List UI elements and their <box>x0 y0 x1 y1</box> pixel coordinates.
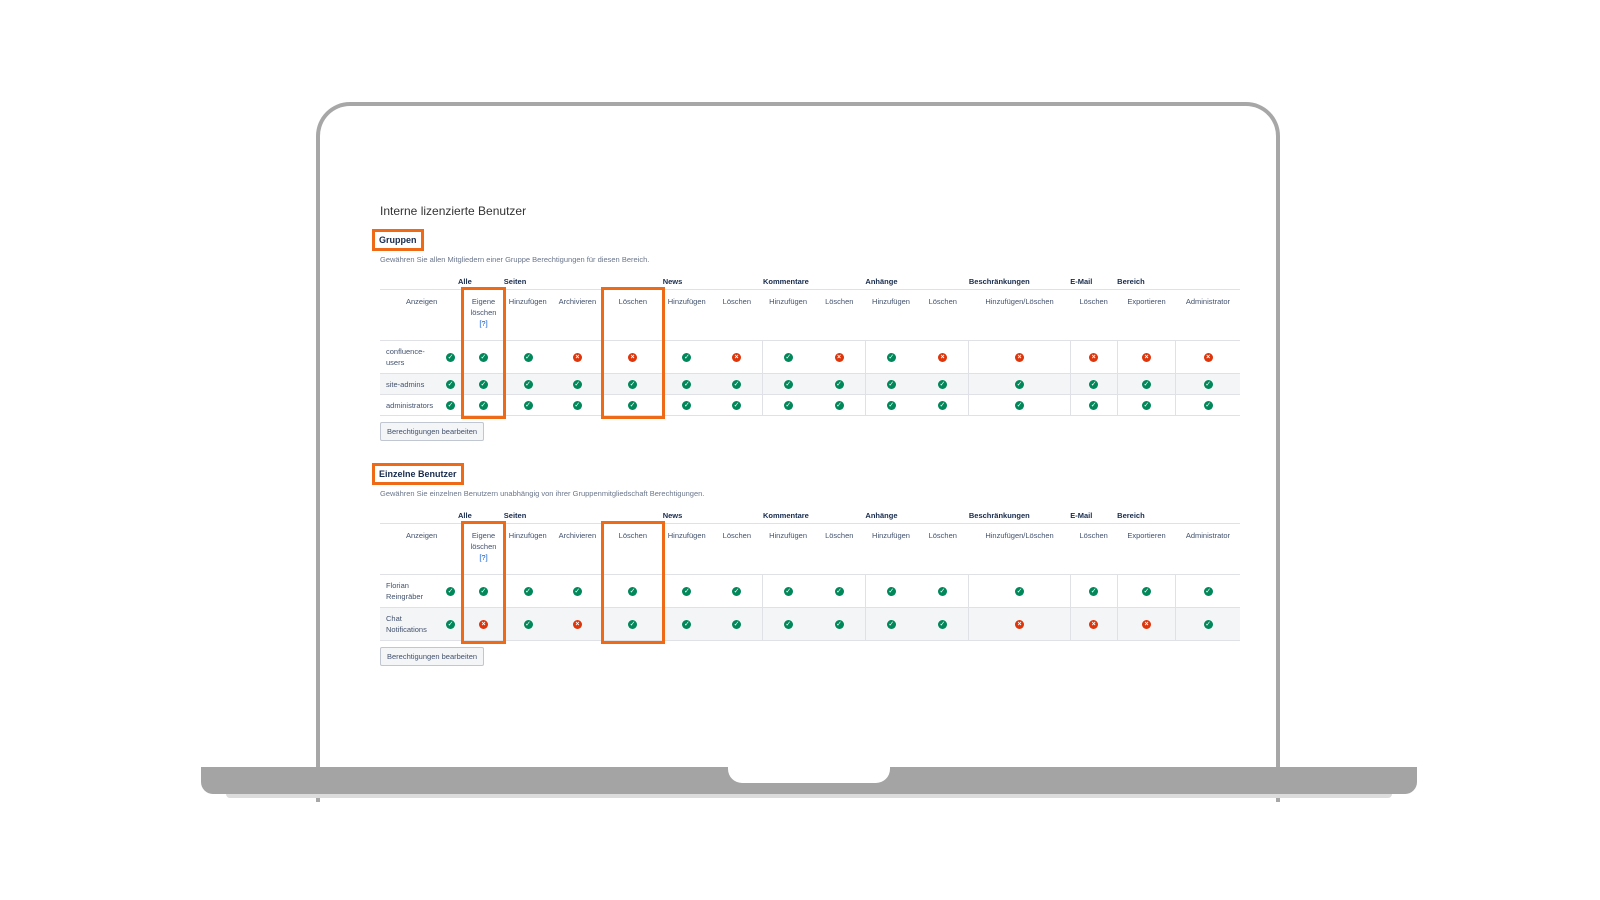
permission-cell <box>865 341 916 374</box>
permission-cell <box>504 575 552 608</box>
permission-cell <box>865 608 916 641</box>
check-circle-icon: ✓ <box>733 620 740 628</box>
users-section <box>380 463 1240 666</box>
check-circle-icon: ✓ <box>939 587 946 595</box>
permission-cell <box>969 395 1070 416</box>
check-circle-icon: ✓ <box>836 401 842 409</box>
permission-cell <box>917 341 969 374</box>
permission-cell <box>603 608 663 641</box>
column-header-label: Eigene löschen <box>470 297 497 317</box>
permission-cell <box>603 575 663 608</box>
row-name: Florian Reingräber <box>386 581 424 601</box>
permission-cell <box>504 341 552 374</box>
cross-circle-icon: × <box>1089 353 1098 362</box>
check-circle-icon: ✓ <box>684 401 690 409</box>
permission-cell <box>504 608 552 641</box>
column-header <box>763 290 813 341</box>
permission-cell <box>763 374 813 395</box>
column-header-label: Exportieren <box>1127 531 1166 540</box>
permission-cell <box>1070 608 1117 641</box>
check-circle-icon: ✓ <box>447 401 454 409</box>
column-header-label: Hinzufügen/Löschen <box>985 297 1054 306</box>
category-header: Seiten <box>503 277 527 286</box>
check-circle-icon: ✓ <box>1143 380 1150 388</box>
column-header <box>663 290 711 341</box>
groups-section <box>380 229 1240 441</box>
users-section-description: Gewähren Sie einzelnen Benutzern unabhängig von ihrer Gruppenmitgliedschaft Berechtigungen. <box>380 489 705 498</box>
column-header <box>1070 524 1117 575</box>
permission-cell <box>969 374 1070 395</box>
permission-cell <box>1176 395 1240 416</box>
permission-cell <box>969 575 1070 608</box>
cross-circle-icon: × <box>1142 620 1151 629</box>
column-header <box>813 290 865 341</box>
category-header: Alle <box>458 277 472 286</box>
column-header <box>763 524 813 575</box>
check-circle-icon: ✓ <box>480 401 487 409</box>
column-header <box>865 290 916 341</box>
table-row <box>380 575 1240 608</box>
check-circle-icon: ✓ <box>836 380 842 388</box>
permission-cell <box>813 608 865 641</box>
check-circle-icon: ✓ <box>447 353 454 361</box>
permission-cell <box>463 608 504 641</box>
cross-circle-icon: × <box>835 353 844 362</box>
groups-edit-permissions-button[interactable]: Berechtigungen bearbeiten <box>380 422 484 441</box>
category-header: Bereich <box>1117 277 1145 286</box>
column-header <box>463 524 504 575</box>
column-header-label: Anzeigen <box>405 297 438 306</box>
check-circle-icon: ✓ <box>525 620 531 628</box>
groups-section-description: Gewähren Sie allen Mitgliedern einer Gruppe Berechtigungen für diesen Bereich. <box>380 255 650 264</box>
category-header: E-Mail <box>1070 277 1093 286</box>
column-header <box>380 290 463 341</box>
column-header-row <box>380 524 1240 575</box>
column-header-label: Hinzufügen <box>872 531 910 540</box>
check-circle-icon: ✓ <box>1143 587 1150 595</box>
check-circle-icon: ✓ <box>1205 587 1212 595</box>
check-circle-icon: ✓ <box>888 353 895 361</box>
permission-cell <box>711 395 763 416</box>
check-circle-icon: ✓ <box>1016 380 1023 388</box>
column-header <box>917 290 969 341</box>
check-circle-icon: ✓ <box>1143 401 1150 409</box>
check-circle-icon: ✓ <box>629 380 636 388</box>
permission-cell <box>463 374 504 395</box>
permission-cell <box>763 395 813 416</box>
check-circle-icon: ✓ <box>1090 380 1097 388</box>
permission-cell <box>552 608 603 641</box>
permission-cell <box>603 395 663 416</box>
permission-cell <box>917 395 969 416</box>
check-circle-icon: ✓ <box>888 380 895 388</box>
category-header: Bereich <box>1117 511 1145 520</box>
column-header <box>552 524 603 575</box>
column-header-label: Löschen <box>1079 297 1108 306</box>
help-link[interactable]: [?] <box>479 553 488 562</box>
column-header-label: Löschen <box>618 297 648 306</box>
row-name: confluence-users <box>386 347 425 367</box>
groups-permissions-table <box>380 275 1240 416</box>
check-circle-icon: ✓ <box>939 401 946 409</box>
laptop-base-shadow <box>226 794 1392 798</box>
column-header-label: Löschen <box>825 531 854 540</box>
column-header-label: Anzeigen <box>405 531 438 540</box>
column-header-label: Eigene löschen <box>470 531 497 551</box>
category-header: Anhänge <box>865 511 898 520</box>
permission-cell <box>1070 395 1117 416</box>
permissions-content <box>380 198 1240 666</box>
column-header <box>380 524 463 575</box>
column-header <box>711 290 763 341</box>
column-header-label: Hinzufügen/Löschen <box>985 531 1054 540</box>
permission-cell <box>1117 608 1176 641</box>
column-header <box>603 524 663 575</box>
check-circle-icon: ✓ <box>888 620 895 628</box>
column-header-label: Löschen <box>928 531 957 540</box>
table-row <box>380 395 1240 416</box>
permission-cell <box>663 608 711 641</box>
check-circle-icon: ✓ <box>574 380 581 388</box>
groups-section-title: Gruppen <box>372 229 424 251</box>
permission-cell <box>552 341 603 374</box>
column-header-label: Löschen <box>1079 531 1108 540</box>
permission-cell <box>463 575 504 608</box>
permission-cell <box>865 374 916 395</box>
check-circle-icon: ✓ <box>836 587 842 595</box>
permission-cell <box>917 608 969 641</box>
check-circle-icon: ✓ <box>1090 587 1097 595</box>
permission-cell <box>813 575 865 608</box>
column-header <box>1176 290 1240 341</box>
check-circle-icon: ✓ <box>684 587 690 595</box>
check-circle-icon: ✓ <box>733 587 740 595</box>
category-header: Alle <box>458 511 472 520</box>
cross-circle-icon: × <box>732 353 741 362</box>
column-header <box>969 524 1070 575</box>
column-header-label: Hinzufügen <box>508 531 547 540</box>
row-name-and-view-cell <box>380 575 463 608</box>
permission-cell <box>969 341 1070 374</box>
permission-cell <box>1117 341 1176 374</box>
cross-circle-icon: × <box>573 620 582 629</box>
permission-cell <box>763 575 813 608</box>
users-section-title: Einzelne Benutzer <box>372 463 464 485</box>
permission-cell <box>813 395 865 416</box>
column-header-label: Archivieren <box>558 297 597 306</box>
check-circle-icon: ✓ <box>574 401 581 409</box>
cross-circle-icon: × <box>573 353 582 362</box>
check-circle-icon: ✓ <box>525 353 531 361</box>
column-header-label: Hinzufügen <box>872 297 910 306</box>
help-link[interactable]: [?] <box>479 319 488 328</box>
check-circle-icon: ✓ <box>888 587 895 595</box>
check-circle-icon: ✓ <box>480 380 487 388</box>
check-circle-icon: ✓ <box>447 620 454 628</box>
column-header <box>917 524 969 575</box>
users-edit-permissions-button[interactable]: Berechtigungen bearbeiten <box>380 647 484 666</box>
permission-cell <box>603 374 663 395</box>
column-header-label: Administrator <box>1185 297 1230 306</box>
check-circle-icon: ✓ <box>785 620 792 628</box>
column-header <box>1117 290 1176 341</box>
table-row <box>380 374 1240 395</box>
check-circle-icon: ✓ <box>684 353 690 361</box>
permission-cell <box>813 374 865 395</box>
column-header <box>1176 524 1240 575</box>
column-header-label: Archivieren <box>558 531 597 540</box>
category-header: Kommentare <box>762 277 809 286</box>
check-circle-icon: ✓ <box>629 587 636 595</box>
column-header <box>813 524 865 575</box>
check-circle-icon: ✓ <box>684 620 690 628</box>
cross-circle-icon: × <box>628 353 637 362</box>
permission-cell <box>663 341 711 374</box>
category-header: Seiten <box>503 511 527 520</box>
check-circle-icon: ✓ <box>447 380 454 388</box>
check-circle-icon: ✓ <box>1205 401 1212 409</box>
permission-cell <box>504 374 552 395</box>
permission-cell <box>865 395 916 416</box>
column-header <box>969 290 1070 341</box>
row-name-and-view-cell <box>380 395 463 416</box>
cross-circle-icon: × <box>479 620 488 629</box>
cross-circle-icon: × <box>1015 620 1024 629</box>
permission-cell <box>763 341 813 374</box>
users-permissions-table <box>380 509 1240 641</box>
column-header-label: Löschen <box>618 531 648 540</box>
check-circle-icon: ✓ <box>939 620 946 628</box>
cross-circle-icon: × <box>938 353 947 362</box>
check-circle-icon: ✓ <box>785 353 792 361</box>
permission-cell <box>1117 575 1176 608</box>
permission-cell <box>711 608 763 641</box>
permission-cell <box>865 575 916 608</box>
column-header <box>552 290 603 341</box>
row-name: administrators <box>386 400 434 410</box>
permission-cell <box>1176 575 1240 608</box>
permission-cell <box>552 575 603 608</box>
check-circle-icon: ✓ <box>733 380 740 388</box>
column-header-label: Löschen <box>825 297 854 306</box>
column-header <box>1117 524 1176 575</box>
check-circle-icon: ✓ <box>684 380 690 388</box>
row-name-and-view-cell <box>380 608 463 641</box>
column-header <box>504 290 552 341</box>
check-circle-icon: ✓ <box>733 401 740 409</box>
category-header: Beschränkungen <box>968 277 1030 286</box>
check-circle-icon: ✓ <box>480 587 487 595</box>
permission-cell <box>1176 374 1240 395</box>
check-circle-icon: ✓ <box>1016 401 1023 409</box>
permission-cell <box>463 341 504 374</box>
column-header-label: Löschen <box>928 297 957 306</box>
category-header: News <box>662 511 683 520</box>
permission-cell <box>1070 374 1117 395</box>
permission-cell <box>763 608 813 641</box>
permission-cell <box>969 608 1070 641</box>
row-name-and-view-cell <box>380 374 463 395</box>
category-header-row <box>380 275 1240 290</box>
check-circle-icon: ✓ <box>525 401 531 409</box>
column-header <box>865 524 916 575</box>
check-circle-icon: ✓ <box>785 587 792 595</box>
category-header-row <box>380 509 1240 524</box>
page-title: Interne lizenzierte Benutzer <box>380 204 527 218</box>
permission-cell <box>552 395 603 416</box>
category-header: E-Mail <box>1070 511 1093 520</box>
row-name-and-view-cell <box>380 341 463 374</box>
check-circle-icon: ✓ <box>447 587 454 595</box>
permission-cell <box>1117 374 1176 395</box>
permission-cell <box>813 341 865 374</box>
check-circle-icon: ✓ <box>574 587 581 595</box>
cross-circle-icon: × <box>1089 620 1098 629</box>
column-header <box>663 524 711 575</box>
column-header-label: Hinzufügen <box>667 531 706 540</box>
permission-cell <box>463 395 504 416</box>
permission-cell <box>1176 341 1240 374</box>
table-row <box>380 608 1240 641</box>
column-header-label: Löschen <box>722 531 752 540</box>
check-circle-icon: ✓ <box>1016 587 1023 595</box>
check-circle-icon: ✓ <box>939 380 946 388</box>
row-name: site-admins <box>386 379 425 389</box>
check-circle-icon: ✓ <box>888 401 895 409</box>
row-name: Chat Notifications <box>386 614 427 634</box>
column-header <box>1070 290 1117 341</box>
check-circle-icon: ✓ <box>629 620 636 628</box>
cross-circle-icon: × <box>1015 353 1024 362</box>
column-header-label: Löschen <box>722 297 752 306</box>
category-header: Kommentare <box>762 511 809 520</box>
column-header <box>603 290 663 341</box>
check-circle-icon: ✓ <box>480 353 487 361</box>
permission-cell <box>917 374 969 395</box>
cross-circle-icon: × <box>1142 353 1151 362</box>
column-header-label: Hinzufügen <box>667 297 706 306</box>
check-circle-icon: ✓ <box>785 380 792 388</box>
check-circle-icon: ✓ <box>629 401 636 409</box>
check-circle-icon: ✓ <box>836 620 842 628</box>
category-header: Beschränkungen <box>968 511 1030 520</box>
permission-cell <box>663 395 711 416</box>
column-header-row <box>380 290 1240 341</box>
permission-cell <box>1117 395 1176 416</box>
cross-circle-icon: × <box>1204 353 1213 362</box>
column-header <box>711 524 763 575</box>
check-circle-icon: ✓ <box>785 401 792 409</box>
check-circle-icon: ✓ <box>525 587 531 595</box>
permission-cell <box>917 575 969 608</box>
laptop-notch <box>728 767 890 783</box>
column-header-label: Hinzufügen <box>769 297 808 306</box>
table-row <box>380 341 1240 374</box>
permission-cell <box>663 374 711 395</box>
permission-cell <box>552 374 603 395</box>
permission-cell <box>603 341 663 374</box>
check-circle-icon: ✓ <box>1205 380 1212 388</box>
permission-cell <box>663 575 711 608</box>
permission-cell <box>711 374 763 395</box>
check-circle-icon: ✓ <box>1090 401 1097 409</box>
permission-cell <box>1070 341 1117 374</box>
check-circle-icon: ✓ <box>1205 620 1212 628</box>
column-header-label: Administrator <box>1185 531 1230 540</box>
check-circle-icon: ✓ <box>525 380 531 388</box>
column-header-label: Hinzufügen <box>769 531 808 540</box>
permission-cell <box>504 395 552 416</box>
category-header: Anhänge <box>865 277 898 286</box>
column-header-label: Exportieren <box>1127 297 1166 306</box>
permission-cell <box>1070 575 1117 608</box>
column-header-label: Hinzufügen <box>508 297 547 306</box>
permission-cell <box>1176 608 1240 641</box>
category-header: News <box>662 277 683 286</box>
column-header <box>463 290 504 341</box>
permission-cell <box>711 575 763 608</box>
permission-cell <box>711 341 763 374</box>
column-header <box>504 524 552 575</box>
